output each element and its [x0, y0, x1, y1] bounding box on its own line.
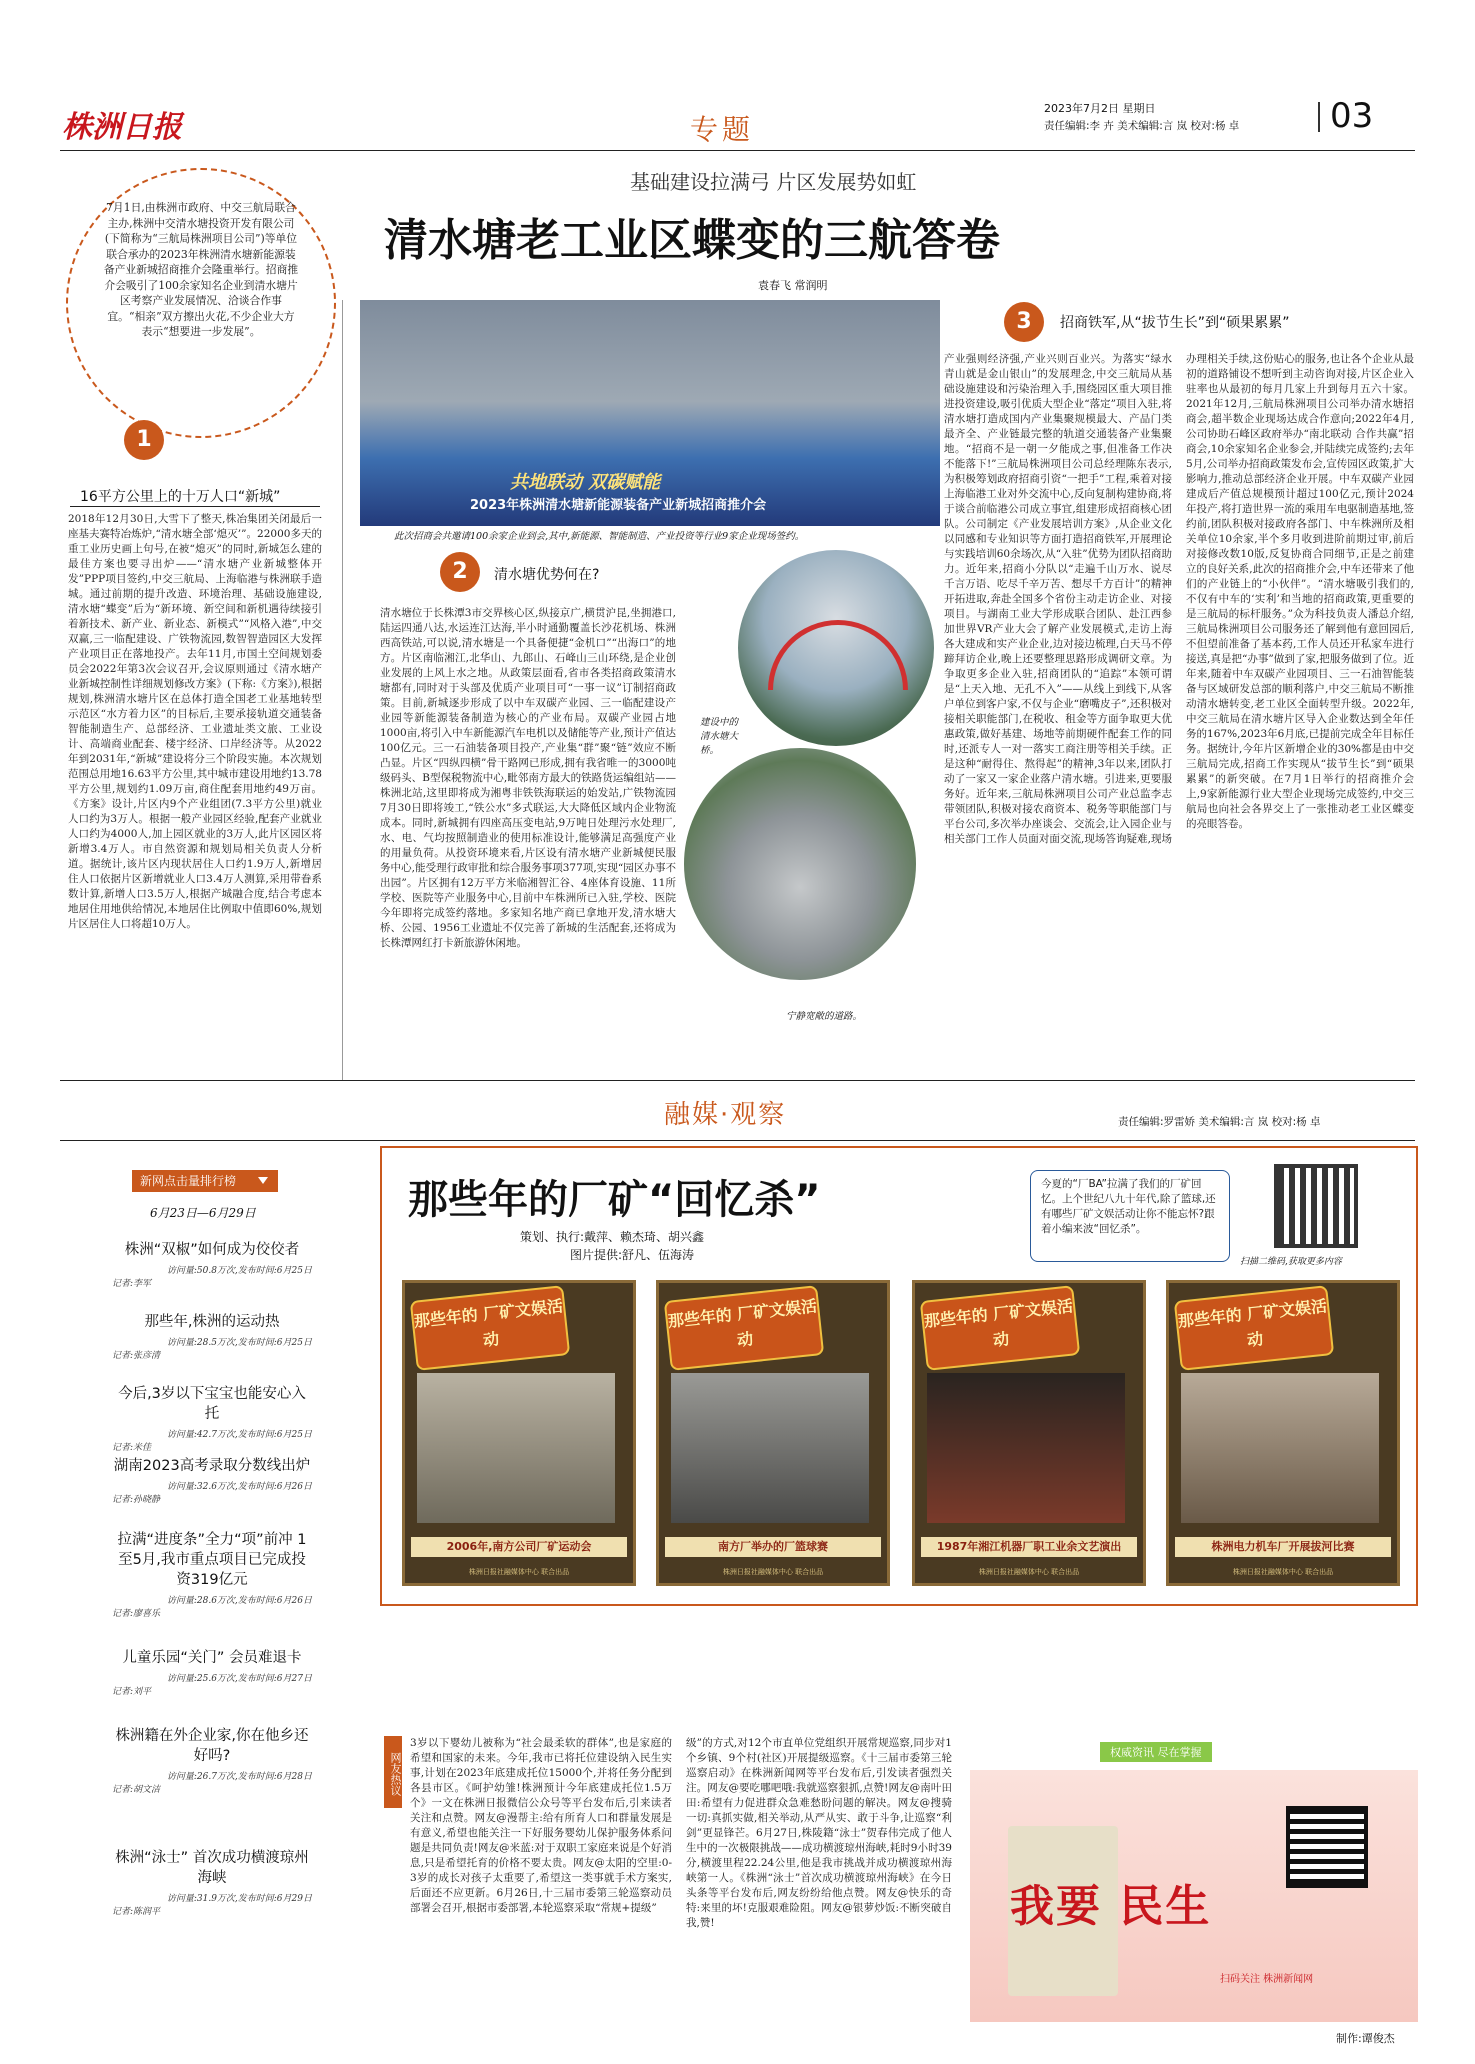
img-caption-2: 宁静宽敞的道路。 [786, 1011, 863, 1022]
rank-item-meta: 访问量:31.9万次,发布时间:6月29日 [166, 1894, 312, 1904]
sec3-title: 招商铁军,从“拔节生长”到“硕果累累” [1060, 315, 1290, 331]
rank-item[interactable] [112, 1530, 312, 1619]
lead-circle [66, 168, 336, 438]
net-column-1: 3岁以下婴幼儿被称为“社会最柔软的群体”,也是家庭的希望和国家的未来。今年,我市已将托位建设纳入民生实事,计划在2023年底建成托位15000个,并将任务分配到各县市区。《呵护幼雏!株洲预计今年底建成托位1.5万个》一文在株洲日报微信公众号等平台发布后,引来读者关注和点赞。网友@漫帮主:给有所育人口和群量发展是有意义,希望也能关注一下好服务婴幼儿保护服务体系问题是共同负责!网友@米蓝:对于双职工家庭来说是个好消息,只是希望托育的价格不要太贵。网友@太阳的空里:0-3岁的成长对孩子太重要了,希望这一类事就手术方案实,后面还不应更新。6月26日,十三届市委第三轮巡察动员部署会召开,根据市委部署,本轮巡察采取“常规+提级” [410, 1737, 672, 1914]
rank-item-reporter: 记者:张彦清 [112, 1351, 161, 1361]
rank-item[interactable] [112, 1384, 312, 1453]
column-3: 产业强则经济强,产业兴则百业兴。为落实“绿水青山就是金山银山”的发展理念,中交三航局从基础设施建设和污染治理入手,围绕园区重大项目推进投资建设,吸引优质大型企业“落定”项目入驻,将清水塘打造成国内产业集聚规模最大、产品门类最齐全、产业链最完整的轨道交通装备产业集聚地。“招商不是一朝一夕能成之事,但准备工作决不能落下!”三航局株洲项目公司总经理陈东表示,为积极筹划政府招商引资“一把手”工程,乘着对接上海临港工业对外交流中心,反向复制构建协商,将于谈合前临港公司成立事宜,组建形成招商核心团队。公司制定《产业发展培训方案》,从企业文化以同感和专业知识等方面打造招商铁军,开展理论与实践培训60余场次,从“入驻”优势为团队招商助力。近年来,招商小分队以“走遍千山万水、说尽千言万语、吃尽千辛万苦、想尽千方百计”的精神开拓进取,奔赴全国多个省份主动走访企业、对接项目。与湖南工业大学形成联合团队、赴江西参加世界VR产业大会了解产业发展模式,走访上海各大建成和实产业企业,边对接边梳理,白天马不停蹄拜访企业,晚上还要整理思路形成调研文章。为争取更多企业入驻,招商团队的“追踪”本领可谓是“上天入地、无孔不入”——从线上到线下,从客户单位到客户家,不仅与企业“磨嘴皮子”,还积极对接相关职能部门,在税收、租金等方面争取更大优惠政策,做好基建、场地等前期硬件配套工作的同时,还派专人一对一落实工商注册等相关手续。正是这种“耐得住、熬得起”的精神,3年以来,团队打动了一家又一家企业落户清水塘。引进来,更要服务好。近年来,三航局株洲项目公司产业总监李志带领团队,积极对接农商资本、税务等职能部门与平台公司,多次举办座谈会、交流会,让入园企业与相关部门工作人员面对面交流,现场答询疑难,现场办理相关手续,这份贴心的服务,也让各个企业从最初的道路铺设不想听到主动咨询对接,片区企业入驻率也从最初的每月几家上升到每月五六十家。2021年12月,三航局株洲项目公司举办清水塘招商会,超半数企业现场达成合作意向;2022年4月,公司协助石峰区政府举办“南北联动 合作共赢”招商会,10余家知名企业参会,并陆续完成签约;去年5月,公司举办招商政策发布会,宣传园区政策,扩大影响力,推动总部经济企业开展。中车双碳产业园建成后产值总规模预计超过100亿元,预计2024年投产,将打造世界一流的乘用车电驱制造基地,签约前,团队积极对接政府各部门、中车株洲所及相关单位10余家,半个多月收到进阶前期过审,前后对接修改数10版,反复协商合同细节,正是之前建立的良好关系,此次的招商推介会,中车还带来了他们的产业链上的“小伙伴”。“清水塘吸引我们的,不仅有中车的‘实利’和当地的招商政策,更重要的是三航局的标杆服务。”众为科技负责人潘总介绍,三航局株洲项目公司服务还了解到他有意回园后,不但望前准备了基本药,工作人员还开私家车进行接送,真是把“办事”做到了家,把服务做到了位。近年来,随着中车双碳产业园项目、三一石油智能装备与区域研发总部的顺利落户,中交三航局不断推动清水塘转变,老工业区全面转型升级。2022年,中交三航局在清水塘片区导入企业数达到全年任务的167%,2023年6月底,已提前完成全年目标任务。据统计,今年片区新增企业的30%都是由中交三航局完成,招商工作实现从“拔节生长”到“硕果累累”的新突破。在7月1日举行的招商推介会上,9家新能源行业大型企业现场完成签约,中交三航局也向社会各界交上了一张推动老工业区蝶变的亮眼答卷。 [944, 353, 1414, 845]
rank-item[interactable] [112, 1312, 312, 1361]
rank-item[interactable] [112, 1726, 312, 1795]
promo-subtext: 扫码关注 株洲新闻网 [1220, 1974, 1314, 1985]
poster-footer: 株洲日报社融媒体中心 联合出品 [468, 1568, 570, 1576]
rank-header-arrow [258, 1177, 268, 1184]
poster-photo [1181, 1373, 1379, 1523]
rank-item[interactable] [112, 1456, 312, 1505]
feature-title: 那些年的厂矿“回忆杀” [408, 1177, 821, 1223]
feature-qr-caption: 扫描二维码,获取更多内容 [1240, 1257, 1342, 1267]
sec1-title: 16平方公里上的十万人口“新城” [80, 489, 281, 505]
lead-text: 7月1日,由株洲市政府、中交三航局联合主办,株洲中交清水塘投资开发有限公司(下简称为“三航局株洲项目公司”)等单位联合承办的2023年株洲清水塘新能源装备产业新城招商推介会隆重举行。招商推介会吸引了100余家知名企业到清水塘片区考察产业发展情况、洽谈合作事宜。“相亲”双方擦出火花,不少企业大方表示“想要进一步发展”。 [103, 201, 299, 338]
rank-item-title: 株洲“泳士” 首次成功横渡琼州海峡 [115, 1850, 309, 1886]
poster-photo [417, 1373, 615, 1523]
bridge-arch [768, 620, 908, 690]
col1-divider [342, 300, 343, 1080]
rank-header: 新网点击量排行榜 [132, 1170, 278, 1192]
rank-item-meta: 访问量:32.6万次,发布时间:6月26日 [166, 1482, 312, 1492]
feature-intro-box [1030, 1170, 1230, 1262]
promo-panel[interactable] [970, 1770, 1418, 2022]
rank-item-title: 株洲籍在外企业家,你在他乡还好吗? [115, 1728, 309, 1764]
sec1-number: 1 [124, 420, 164, 460]
img-caption-1: 建设中的清水塘大桥。 [700, 717, 739, 756]
promo-slogan: 我要 民生 [1010, 1881, 1212, 1932]
poster-caption: 2006年,南方公司厂矿运动会 [411, 1537, 627, 1557]
rank-item-reporter: 记者:胡文洁 [112, 1785, 161, 1795]
sec1-badge [124, 420, 164, 460]
rank-range: 6月23日—6月29日 [150, 1206, 256, 1220]
rank-item-reporter: 记者:米佳 [112, 1443, 152, 1453]
rank-item-meta: 访问量:28.5万次,发布时间:6月25日 [166, 1338, 312, 1348]
rank-item-reporter: 记者:孙晓静 [112, 1495, 161, 1505]
rank-item-reporter: 记者:刘平 [112, 1687, 152, 1697]
poster-footer: 株洲日报社融媒体中心 联合出品 [722, 1568, 824, 1576]
rank-item-meta: 访问量:26.7万次,发布时间:6月28日 [166, 1772, 312, 1782]
article-headline: 清水塘老工业区蝶变的三航答卷 [384, 215, 1000, 266]
poster-banner: 那些年的 厂矿文娱活动 [410, 1285, 570, 1371]
bridge-image [736, 548, 936, 748]
feature-photo-credit: 图片提供:舒凡、伍海涛 [570, 1248, 695, 1262]
production-credit: 制作:谭俊杰 [1336, 2032, 1395, 2045]
rank-item[interactable] [112, 1848, 312, 1917]
rank-item[interactable] [112, 1648, 312, 1697]
page-date: 2023年7月2日 星期日 [1044, 102, 1156, 115]
event-photo [360, 300, 940, 526]
masthead-divider [1318, 102, 1320, 132]
rank-item-meta: 访问量:28.6万次,发布时间:6月26日 [166, 1596, 312, 1606]
sec3-badge [1004, 302, 1044, 342]
rank-item-meta: 访问量:25.6万次,发布时间:6月27日 [166, 1674, 312, 1684]
top-rule [60, 150, 1415, 151]
poster-caption: 株洲电力机车厂开展拔河比赛 [1175, 1537, 1391, 1557]
rank-item-reporter: 记者:陈润平 [112, 1907, 161, 1917]
rank-item-reporter: 记者:李军 [112, 1279, 152, 1289]
rank-item-meta: 访问量:50.8万次,发布时间:6月25日 [166, 1266, 312, 1276]
rank-item-meta: 访问量:42.7万次,发布时间:6月25日 [166, 1430, 312, 1440]
media-rule [60, 1140, 1415, 1141]
article-kicker: 基础建设拉满弓 片区发展势如虹 [630, 170, 917, 194]
feature-poster [912, 1280, 1146, 1586]
feature-poster [1166, 1280, 1400, 1586]
media-editors: 责任编辑:罗雷娇 美术编辑:言 岚 校对:杨 卓 [1118, 1116, 1321, 1128]
photo-subbanner: 2023年株洲清水塘新能源装备产业新城招商推介会 [470, 498, 767, 513]
sec2-title: 清水塘优势何在? [494, 567, 600, 583]
sec2-badge [440, 552, 480, 592]
sec2-number: 2 [440, 552, 480, 592]
promo-tag: 权威资讯 尽在掌握 [1100, 1742, 1212, 1762]
poster-footer: 株洲日报社融媒体中心 联合出品 [1232, 1568, 1334, 1576]
mid-rule [60, 1080, 1415, 1081]
feature-poster [656, 1280, 890, 1586]
sec3-number: 3 [1004, 302, 1044, 342]
road-image [682, 746, 918, 982]
poster-banner: 那些年的 厂矿文娱活动 [1174, 1285, 1334, 1371]
poster-caption: 1987年湘江机器厂职工业余文艺演出 [921, 1537, 1137, 1557]
page-editors: 责任编辑:李 卉 美术编辑:言 岚 校对:杨 卓 [1044, 120, 1240, 132]
rank-item-title: 儿童乐园“关门” 会员难退卡 [122, 1650, 302, 1666]
rank-item-reporter: 记者:廖喜乐 [112, 1609, 161, 1619]
section-title: 专题 [690, 113, 755, 146]
poster-caption: 南方厂举办的厂篮球赛 [665, 1537, 881, 1557]
poster-photo [927, 1373, 1125, 1523]
media-section-title: 融媒·观察 [664, 1100, 787, 1130]
feature-poster [402, 1280, 636, 1586]
rank-item-title: 湖南2023高考录取分数线出炉 [113, 1458, 311, 1474]
sec1-underline [70, 506, 320, 507]
feature-credit: 策划、执行:戴萍、赖杰琦、胡兴鑫 [520, 1230, 705, 1244]
event-photo-caption: 此次招商会共邀请100余家企业到会,其中,新能源、智能制造、产业投资等行业9家企业现场签约。 [394, 531, 805, 542]
page-number: 03 [1330, 96, 1374, 136]
masthead-logo: 株洲日报 [62, 110, 182, 145]
rank-item-title: 株洲“双椒”如何成为佼佼者 [124, 1242, 300, 1258]
article-byline: 袁春飞 常润明 [758, 279, 828, 292]
promo-qr-code[interactable] [1286, 1806, 1368, 1888]
photo-banner: 共地联动 双碳赋能 [510, 472, 661, 493]
poster-footer: 株洲日报社融媒体中心 联合出品 [978, 1568, 1080, 1576]
feature-qr-code[interactable] [1274, 1164, 1358, 1248]
column-1: 2018年12月30日,大雪下了整天,株冶集团关闭最后一座基夫赛特冶炼炉,“清水塘全部‘熄灭’”。22000多天的重工业历史画上句号,在被“熄灭”的同时,新城怎么建的最佳方案也要寻出炉——“清水塘产业新城整体开发”PPP项目签约,中交三航局、上海临港与株洲联手造城。通过前期的提升改造、环境治理、基础设施建设,清水塘“蝶变”后为“新环境、新空间和新机遇待续接引着新技术、新产业、新业态、新模式”“风格入港”,中交双赢,三一临配建设、广铁物流园,数智智造园区大发挥产业项目正在落地投产。去年11月,市国土空间规划委员会2022年第3次会议召开,会议原则通过《清水塘产业新城控制性详细规划修改方案》(下称:《方案》),根据规划,株洲清水塘片区在总体打造全国老工业基地转型示范区“水方着力区”的目标后,主要承接轨道交通装备智能制造生产、总部经济、工业遗址类文旅、工业设计、高端商业配套、楼宇经济、口岸经济等。从2022年到2031年,“新城”建设将分三个阶段实施。本次规划范围总用地16.63平方公里,其中城市建设用地约13.78平方公里,规划约1.09万亩,商住配套用地约49万亩。《方案》设计,片区内9个产业组团(7.3平方公里)就业人口约为3万人。根据一般产业园区经验,配套产业就业人口约为4000人,加上园区就业的3万人,此片区园区将新增3.4万人。市自然资源和规划局相关负责人分析道。据统计,该片区内现状居住人口约1.9万人,新增居住人口依据片区新增就业人口3.4万人测算,采用带眷系数计算,新增人口3.5万人,根据产城融合度,结合考虑本地居住用地供给情况,本地居住比例取中值即60%,规划片区居住人口将超10万人。 [68, 513, 322, 930]
poster-banner: 那些年的 厂矿文娱活动 [920, 1285, 1080, 1371]
side-label: 网友热议 [384, 1736, 402, 1808]
rank-item-title: 今后,3岁以下宝宝也能安心入托 [118, 1386, 306, 1422]
rank-item-title: 那些年,株洲的运动热 [144, 1314, 280, 1330]
rank-item[interactable] [112, 1240, 312, 1289]
column-2: 清水塘位于长株潭3市交界核心区,纵接京广,横贯沪昆,坐拥港口,陆运四通八达,水运连江达海,半小时通勤覆盖长沙花机场、株洲西高铁站,可以说,清水塘是一个具备便捷“金机口”“出海口”的地方。片区南临湘江,北华山、九郎山、石峰山三山环绕,是企业创业发展的上风上水之地。从政策层面看,省市各类招商政策清水塘都有,同时对于头部及优质产业项目可“一事一议”订制招商政策。目前,新城逐步形成了以中车双碳产业园、三一临配建设产业园等新能源装备制造为核心的产业布局。双碳产业园占地1000亩,将引入中车新能源汽车电机以及储能等产业,预计产值达100亿元。三一石油装备项目投产,产业集“群”聚“链”效应不断凸显。片区“四纵四横”骨干路网已形成,拥有我省唯一的3000吨级码头、B型保税物流中心,毗邻南方最大的铁路货运编组站——株洲北站,这里即将成为湘粤非铁铁海联运的始发站,广铁物流园7月30日即将竣工,“铁公水”多式联运,大大降低区域内企业物流成本。同时,新城拥有四座高压变电站,9万吨日处理污水处理厂,水、电、气均按照制造业的使用标准设计,能够满足高强度产业的用量负荷。从投资环境来看,片区设有清水塘产业新城便民服务中心,能受理行政审批和综合服务事项377项,实现“园区办事不出园”。片区拥有12万平方米临湘智汇谷、4座体育设施、11所学校、医院等产业服务中心,目前中车株洲所已入驻,学校、医院今年即将完成签约落地。多家知名地产商已拿地开发,清水塘大桥、公园、1956工业遗址不仅完善了新城的生活配套,还将成为长株潭网红打卡新旅游休闲地。 [380, 607, 676, 949]
poster-banner: 那些年的 厂矿文娱活动 [664, 1285, 824, 1371]
rank-item-title: 拉满“进度条”全力“项”前冲 1至5月,我市重点项目已完成投资319亿元 [117, 1532, 307, 1588]
feature-intro-text: 今夏的“厂BA”拉满了我们的厂矿回忆。上个世纪八九十年代,除了篮球,还有哪些厂矿文娱活动让你不能忘怀?跟着小编来波“回忆杀”。 [1041, 1178, 1216, 1235]
net-column-2: 级”的方式,对12个市直单位党组织开展常规巡察,同步对1个乡镇、9个村(社区)开展提级巡察。《十三届市委第三轮巡察启动》在株洲新闻网等平台发布后,引发读者强烈关注。网友@要吃哪吧哦:我就巡察狠抓,点赞!网友@南叶田田:希望有力促进群众急难愁盼问题的解决。网友@搜骑一切:真抓实做,相关举动,从严从实、敢于斗争,让巡察“利剑”更显锋芒。6月27日,株陵籍“泳士”贺春伟完成了他人生中的一次极限挑战——成功横渡琼州海峡,耗时9小时39分,横渡里程22.24公里,他是我市挑战并成功横渡琼州海峡第一人。《株洲“泳士”首次成功横渡琼州海峡》在今日头条等平台发布后,网友纷纷给他点赞。网友@快乐的奇特:来里的坏!克服艰难险阻。网友@银萝炒饭:不断突破自我,赞! [686, 1737, 952, 1929]
poster-photo [671, 1373, 869, 1523]
